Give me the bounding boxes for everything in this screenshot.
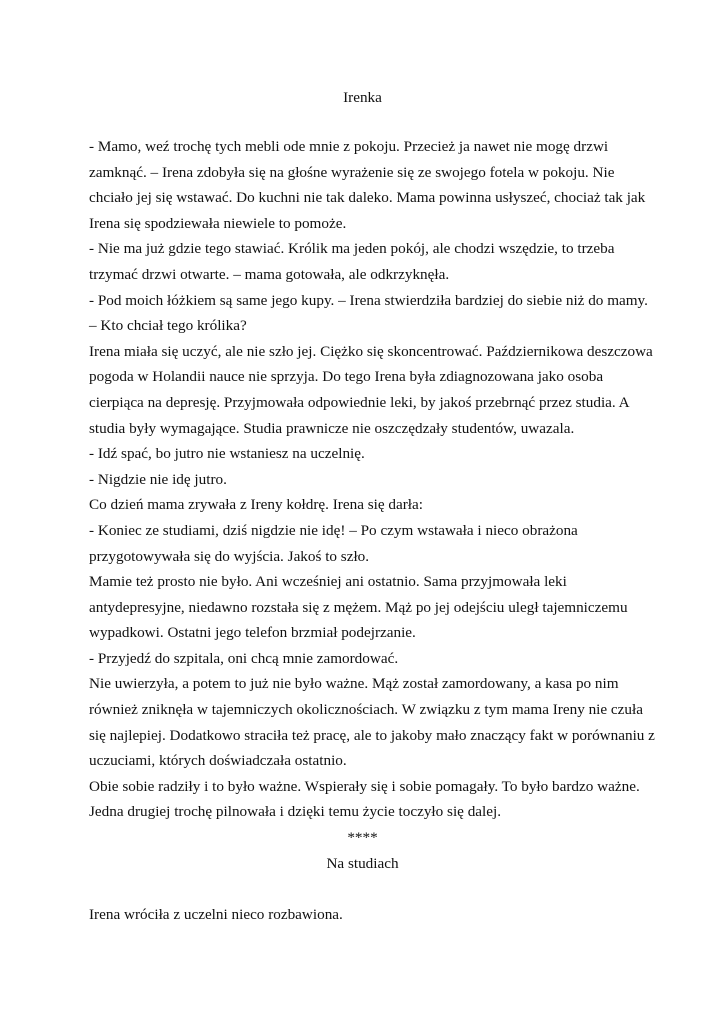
text-line: - Koniec ze studiami, dziś nigdzie nie idę! – Po czym wstawała i nieco obrażona [89, 521, 578, 539]
text-line: pogoda w Holandii nauce nie sprzyja. Do tego Irena była zdiagnozowana jako osoba [89, 368, 604, 386]
text-line: - Nigdzie nie idę jutro. [89, 470, 227, 488]
text-line: Mamie też prosto nie było. Ani wcześniej ani ostatnio. Sama przyjmowała leki [89, 573, 567, 591]
document-title: Irenka [343, 89, 382, 106]
text-line: - Pod moich łóżkiem są same jego kupy. – Irena stwierdziła bardziej do siebie niż do mamy. [89, 291, 648, 309]
text-line: – Kto chciał tego królika? [89, 317, 247, 335]
text-line: - Mamo, weź trochę tych mebli ode mnie z pokoju. Przecież ja nawet nie mogę drzwi [89, 138, 609, 155]
text-line: - Idź spać, bo jutro nie wstaniesz na uczelnię. [89, 445, 365, 463]
text-line: chciało jej się wstawać. Do kuchni nie tak daleko. Mama powinna usłyszeć, chociaż tak jak [89, 189, 646, 207]
text-line: również zniknęła w tajemniczych okolicznościach. W związku z tym mama Ireny nie czuła [89, 701, 643, 719]
text-line: Irena miała się uczyć, ale nie szło jej. Ciężko się skoncentrować. Październikowa deszczowa [89, 342, 653, 360]
text-line: się najlepiej. Dodatkowo straciła też pracę, ale to jakoby mało znaczący fakt w porównaniu z [89, 726, 655, 744]
text-line: Irena się spodziewała niewiele to pomoże. [89, 214, 347, 232]
text-line: - Przyjedź do szpitala, oni chcą mnie zamordować. [89, 649, 399, 667]
text-line: wypadkowi. Ostatni jego telefon brzmiał podejrzanie. [89, 624, 416, 642]
text-line: Jedna drugiej trochę pilnowała i dzięki temu życie toczyło się dalej. [89, 803, 502, 821]
text-line: Obie sobie radziły i to było ważne. Wspierały się i sobie pomagały. To było bardzo ważne. [89, 777, 640, 795]
text-line: Nie uwierzyła, a potem to już nie było ważne. Mąż został zamordowany, a kasa po nim [89, 675, 619, 693]
text-line: antydepresyjne, niedawno rozstała się z mężem. Mąż po jej odejściu uległ tajemniczemu [89, 598, 628, 616]
section-title: Na studiach [326, 854, 399, 872]
text-line: studia były wymagające. Studia prawnicze nie oszczędzały studentów, uwazala. [89, 419, 575, 437]
text-line: przygotowywała się do wyjścia. Jakoś to szło. [89, 547, 370, 565]
text-line: trzymać drzwi otwarte. – mama gotowała, ale odkrzyknęła. [89, 265, 450, 283]
text-line: cierpiąca na depresję. Przyjmowała odpowiednie leki, by jakoś przebrnąć przez studia. A [89, 393, 630, 411]
text-line: uczuciami, których doświadczała ostatnio. [89, 752, 347, 770]
blank-line [89, 876, 649, 902]
text-line: - Nie ma już gdzie tego stawiać. Królik ma jeden pokój, ale chodzi wszędzie, to trzeba [89, 240, 615, 258]
text-line: zamknąć. – Irena zdobyła się na głośne wyrażenie się ze swojego fotela w pokoju. Nie [89, 163, 615, 181]
section-separator: **** [347, 829, 378, 847]
document-body [89, 134, 655, 927]
text-line: Co dzień mama zrywała z Ireny kołdrę. Irena się darła: [89, 496, 423, 514]
text-line: Irena wróciła z uczelni nieco rozbawiona. [89, 905, 343, 923]
